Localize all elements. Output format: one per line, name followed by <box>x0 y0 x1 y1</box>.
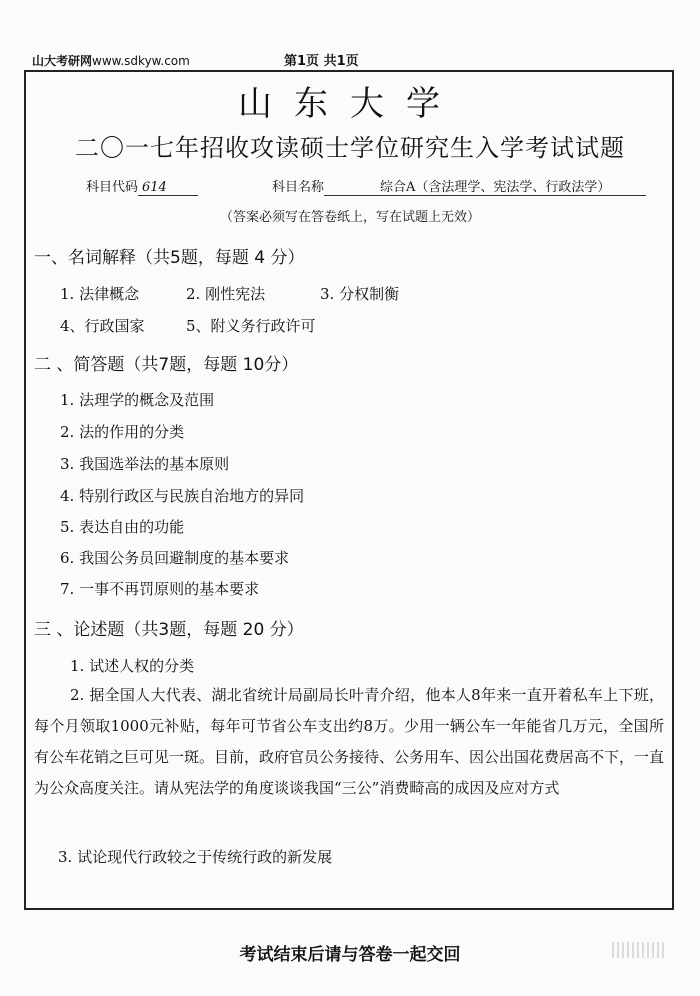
top-header <box>32 50 672 72</box>
list-item: 3. 试论现代行政较之于传统行政的新发展 <box>58 848 333 866</box>
site-watermark: 山大考研网www.sdkyw.com <box>32 54 190 68</box>
answer-note: （答案必须写在答卷纸上，写在试题上无效） <box>219 210 480 225</box>
footer-instruction: 考试结束后请与答卷一起交回 <box>239 945 461 965</box>
list-item: 2. 法的作用的分类 <box>60 423 185 441</box>
list-item: 2. 刚性宪法 <box>186 285 266 303</box>
list-item: 1. 法理学的概念及范围 <box>60 391 215 409</box>
list-item: 5. 表达自由的功能 <box>60 518 185 536</box>
list-item: 7. 一事不再罚原则的基本要求 <box>60 580 260 598</box>
list-item: 3. 分权制衡 <box>320 285 400 303</box>
exam-title: 二〇一七年招收攻读硕士学位研究生入学考试试题 <box>75 134 625 162</box>
list-item: 1. 试述人权的分类 <box>70 657 195 675</box>
section-heading-3: 三 、论述题（共3题，每题 20 分） <box>34 620 304 640</box>
list-item: 6. 我国公务员回避制度的基本要求 <box>60 549 290 567</box>
list-item: 5、附义务行政许可 <box>186 317 316 335</box>
list-item: 3. 我国选举法的基本原则 <box>60 455 230 473</box>
subject-code: 科目代码 614 <box>86 176 198 196</box>
subject-name-value: 综合A（含法理学、宪法学、行政法学） <box>324 176 646 196</box>
list-item: 4. 特别行政区与民族自治地方的异同 <box>60 487 305 505</box>
list-item: 4、行政国家 <box>60 317 145 335</box>
page-info: 第1页 共1页 <box>284 54 359 69</box>
section-heading-1: 一、名词解释（共5题，每题 4 分） <box>34 248 305 268</box>
subject-code-value: 614 <box>138 180 198 196</box>
section-heading-2: 二 、简答题（共7题，每题 10分） <box>34 355 299 375</box>
list-item: 1. 法律概念 <box>60 285 140 303</box>
university-title: 山东大学 <box>238 84 462 124</box>
scan-smudge <box>612 942 666 958</box>
essay-question-2: 2. 据全国人大代表、湖北省统计局副局长叶青介绍，他本人8年来一直开着私车上下班，每个月领取1000元补贴，每年可节省公车支出约8万。少用一辆公车一年能省几万元，全国所有公车花销之巨可见一斑。目前，政府官员公务接待、公务用车、因公出国花费居高不下，一直为公众高度关注。请从宪法学的角度谈谈我国“三公”消费畸高的成因及应对方式 <box>34 686 665 797</box>
subject-name: 科目名称 综合A（含法理学、宪法学、行政法学） <box>272 176 646 196</box>
